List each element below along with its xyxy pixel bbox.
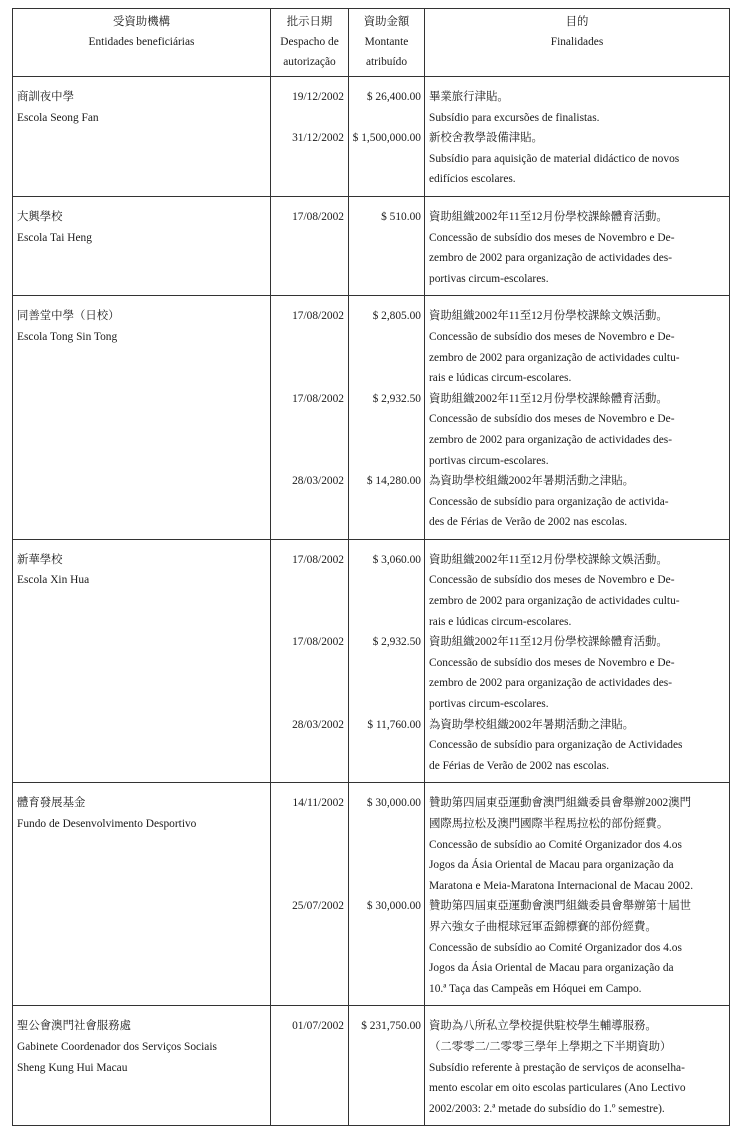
header-amount-zh: 資助金額 <box>363 16 410 28</box>
header-date-pt1: Despacho de <box>280 36 339 48</box>
amount-cell <box>349 296 425 540</box>
purpose-line: Maratona e Meia-Maratona Internacional de Macau 2002. <box>429 879 694 892</box>
purpose-line: zembro de 2002 para organização de actividades des- <box>429 677 672 690</box>
purpose-line: des de Férias de Verão de 2002 nas escolas. <box>429 516 628 529</box>
header-amount-pt1: Montante <box>364 36 409 48</box>
grant-purpose <box>429 306 725 388</box>
date-cell <box>271 196 349 295</box>
grant-date: 17/08/2002 <box>292 392 344 405</box>
purpose-line: Subsídio referente à prestação de serviços de aconselha- <box>429 1061 685 1074</box>
table-row <box>13 77 730 197</box>
table-header-row <box>13 9 730 77</box>
grant-purpose <box>429 1016 725 1119</box>
purpose-line: 資助組織2002年11至12月份學校課餘體育活動。 <box>429 210 668 223</box>
purpose-line: Concessão de subsídio dos meses de Novembro e De- <box>429 330 675 343</box>
grant-purpose <box>429 550 725 632</box>
purpose-line: 資助為八所私立學校提供駐校學生輔導服務。 <box>429 1020 657 1033</box>
purpose-line: 畢業旅行津貼。 <box>429 91 509 103</box>
purpose-cell <box>425 196 730 295</box>
table-row <box>13 783 730 1006</box>
table-row <box>13 296 730 540</box>
table-row <box>13 196 730 295</box>
purpose-line: 為資助學校組織2002年暑期活動之津貼。 <box>429 475 635 488</box>
grant-date: 31/12/2002 <box>292 132 344 145</box>
grant-amount: $ 14,280.00 <box>366 475 421 488</box>
purpose-line: portivas circum-escolares. <box>429 272 549 285</box>
entity-name-line: 同善堂中學（日校） <box>17 310 120 323</box>
grant-date: 28/03/2002 <box>292 718 344 731</box>
grant-amount: $ 2,805.00 <box>372 310 421 323</box>
amount-cell <box>349 1006 425 1126</box>
header-entities <box>13 9 271 77</box>
grant-amount: $ 2,932.50 <box>372 636 421 649</box>
purpose-cell <box>425 296 730 540</box>
grant-date: 28/03/2002 <box>292 475 344 488</box>
grant-purpose <box>429 207 725 289</box>
amount-cell <box>349 77 425 197</box>
grant-amount: $ 30,000.00 <box>366 797 421 810</box>
grant-purpose <box>429 471 725 533</box>
grant-date: 17/08/2002 <box>292 210 344 223</box>
purpose-line: portivas circum-escolares. <box>429 454 549 467</box>
purpose-line: Concessão de subsídio ao Comité Organizador dos 4.os <box>429 838 682 851</box>
header-amount <box>349 9 425 77</box>
purpose-line: rais e lúdicas circum-escolares. <box>429 372 572 385</box>
purpose-line: Concessão de subsídio dos meses de Novembro e De- <box>429 656 675 669</box>
grant-purpose <box>429 128 725 190</box>
entity-name-line: Gabinete Coordenador dos Serviços Sociais <box>17 1040 217 1053</box>
purpose-line: edifícios escolares. <box>429 173 516 186</box>
table-body <box>13 77 730 1126</box>
entity-name-line: Sheng Kung Hui Macau <box>17 1061 128 1074</box>
purpose-line: 界六強女子曲棍球冠軍盃錦標賽的部份經費。 <box>429 920 657 933</box>
purpose-line: Jogos da Ásia Oriental de Macau para organização da <box>429 962 674 975</box>
purpose-line: Concessão de subsídio para organização de activida- <box>429 495 669 508</box>
purpose-line: Concessão de subsídio para organização de Actividades <box>429 739 683 752</box>
grant-date: 19/12/2002 <box>292 91 344 103</box>
purpose-line: 資助組織2002年11至12月份學校課餘文娛活動。 <box>429 553 668 566</box>
table-row <box>13 539 730 783</box>
header-amount-pt2: atribuído <box>365 56 408 68</box>
grant-purpose <box>429 87 725 128</box>
grant-amount: $ 510.00 <box>381 210 421 223</box>
purpose-line: zembro de 2002 para organização de actividades des- <box>429 252 672 265</box>
grant-date: 17/08/2002 <box>292 310 344 323</box>
grant-amount: $ 26,400.00 <box>366 91 421 103</box>
purpose-line: 國際馬拉松及澳門國際半程馬拉松的部份經費。 <box>429 818 669 830</box>
grant-amount: $ 3,060.00 <box>372 553 421 566</box>
grants-table <box>12 8 730 1126</box>
purpose-line: Concessão de subsídio dos meses de Novembro e De- <box>429 413 675 426</box>
grant-date: 01/07/2002 <box>292 1020 344 1033</box>
grant-purpose <box>429 389 725 471</box>
header-entities-pt: Entidades beneficiárias <box>88 36 195 48</box>
purpose-cell <box>425 783 730 1006</box>
purpose-line: Jogos da Ásia Oriental de Macau para organização da <box>429 859 674 872</box>
purpose-line: 贊助第四屆東亞運動會澳門組織委員會舉辦2002澳門 <box>429 797 691 810</box>
purpose-line: 10.ª Taça das Campeãs em Hóquei em Campo. <box>429 982 642 995</box>
grant-amount: $ 30,000.00 <box>366 900 421 913</box>
entity-cell <box>13 77 271 197</box>
entity-name-line: 大興學校 <box>17 210 63 223</box>
entity-name-line: Escola Tong Sin Tong <box>17 330 118 343</box>
purpose-line: 為資助學校組織2002年暑期活動之津貼。 <box>429 718 635 731</box>
entity-name-line: Fundo de Desenvolvimento Desportivo <box>17 818 197 830</box>
entity-name-line: 新華學校 <box>17 553 63 566</box>
purpose-line: zembro de 2002 para organização de actividades des- <box>429 433 672 446</box>
entity-name-line: 體育發展基金 <box>17 797 86 810</box>
purpose-line: （二零零二/二零零三學年上學期之下半期資助） <box>429 1040 672 1053</box>
grant-date: 14/11/2002 <box>292 797 344 810</box>
purpose-line: Subsídio para excursões de finalistas. <box>429 111 600 124</box>
purpose-line: 資助組織2002年11至12月份學校課餘體育活動。 <box>429 392 668 405</box>
header-entities-zh: 受資助機構 <box>113 16 170 28</box>
table-row <box>13 1006 730 1126</box>
grant-purpose <box>429 715 725 777</box>
entity-cell <box>13 196 271 295</box>
amount-cell <box>349 783 425 1006</box>
purpose-line: zembro de 2002 para organização de actividades cultu- <box>429 351 680 364</box>
date-cell <box>271 783 349 1006</box>
entity-cell <box>13 1006 271 1126</box>
entity-name-line: 聖公會澳門社會服務處 <box>17 1020 131 1033</box>
grant-date: 17/08/2002 <box>292 636 344 649</box>
purpose-line: 2002/2003: 2.ª metade do subsídio do 1.º semestre). <box>429 1102 665 1115</box>
header-date-pt2: autorização <box>283 56 336 68</box>
grant-amount: $ 2,932.50 <box>372 392 421 405</box>
amount-cell <box>349 539 425 783</box>
header-date-zh: 批示日期 <box>286 16 333 28</box>
header-purpose <box>425 9 730 77</box>
grant-purpose <box>429 632 725 714</box>
grant-amount: $ 231,750.00 <box>361 1020 421 1033</box>
grant-purpose <box>429 793 725 896</box>
purpose-line: 新校舍教學設備津貼。 <box>429 132 543 145</box>
purpose-cell <box>425 1006 730 1126</box>
purpose-line: zembro de 2002 para organização de actividades cultu- <box>429 595 680 608</box>
entity-name-line: Escola Xin Hua <box>17 574 90 587</box>
entity-name-line: 商訓夜中學 <box>17 91 74 103</box>
grant-date: 17/08/2002 <box>292 553 344 566</box>
date-cell <box>271 1006 349 1126</box>
purpose-line: rais e lúdicas circum-escolares. <box>429 615 572 628</box>
purpose-cell <box>425 539 730 783</box>
purpose-line: Subsídio para aquisição de material didáctico de novos <box>429 152 680 165</box>
purpose-line: Concessão de subsídio dos meses de Novembro e De- <box>429 231 675 244</box>
purpose-line: Concessão de subsídio dos meses de Novembro e De- <box>429 574 675 587</box>
purpose-line: 資助組織2002年11至12月份學校課餘文娛活動。 <box>429 310 668 323</box>
purpose-line: Concessão de subsídio ao Comité Organizador dos 4.os <box>429 941 682 954</box>
grant-date: 25/07/2002 <box>292 900 344 913</box>
date-cell <box>271 539 349 783</box>
date-cell <box>271 296 349 540</box>
header-purpose-zh: 目的 <box>565 16 589 28</box>
entity-cell <box>13 539 271 783</box>
purpose-line: 資助組織2002年11至12月份學校課餘體育活動。 <box>429 636 668 649</box>
entity-name-line: Escola Tai Heng <box>17 231 92 244</box>
grant-purpose <box>429 896 725 999</box>
purpose-cell <box>425 77 730 197</box>
purpose-line: mento escolar em oito escolas particulares (Ano Lectivo <box>429 1082 686 1095</box>
document-page <box>12 8 729 1126</box>
grant-amount: $ 1,500,000.00 <box>352 132 421 145</box>
purpose-line: de Férias de Verão de 2002 nas escolas. <box>429 759 610 772</box>
purpose-line: 贊助第四屆東亞運動會澳門組織委員會舉辦第十屆世 <box>429 900 691 913</box>
amount-cell <box>349 196 425 295</box>
entity-name-line: Escola Seong Fan <box>17 111 99 124</box>
entity-cell <box>13 296 271 540</box>
header-purpose-pt: Finalidades <box>550 36 604 48</box>
grant-amount: $ 11,760.00 <box>367 718 421 731</box>
header-date <box>271 9 349 77</box>
date-cell <box>271 77 349 197</box>
entity-cell <box>13 783 271 1006</box>
purpose-line: portivas circum-escolares. <box>429 698 549 711</box>
